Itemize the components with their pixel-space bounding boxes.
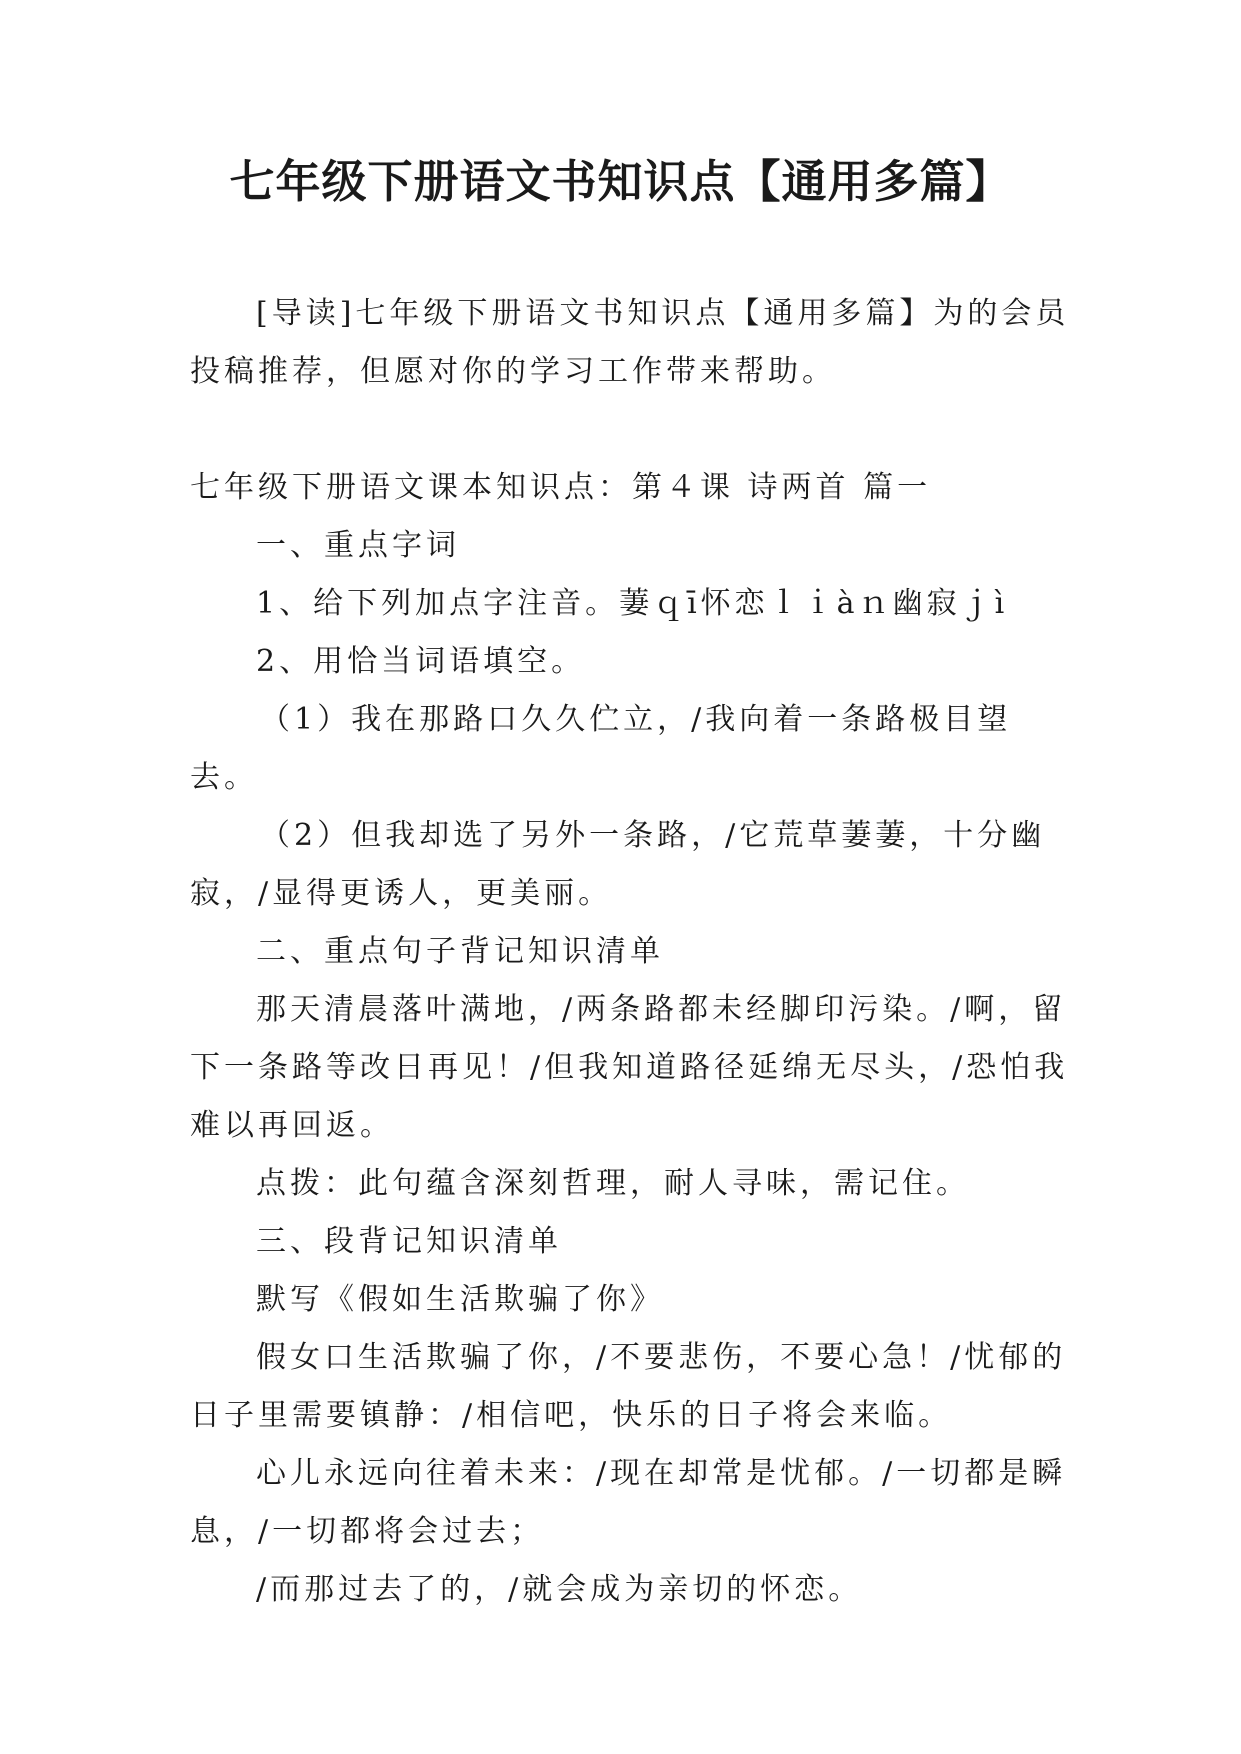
note-paragraph: 点拨：此句蕴含深刻哲理，耐人寻味，需记住。 (256, 1166, 970, 1201)
spacer (190, 401, 1070, 459)
document-body (190, 285, 1070, 1619)
poem-stanza-2: 心儿永远向往着未来：/现在却常是忧郁。/一切都是瞬息，/一切都将会过去； (190, 1456, 1067, 1549)
poem-stanza-3: /而那过去了的，/就会成为亲切的怀恋。 (256, 1572, 863, 1607)
section-heading: 七年级下册语文课本知识点：第４课 诗两首 篇一 (190, 470, 932, 505)
exercise-item-1: （1）我在那路口久久伫立，/我向着一条路极目望去。 (190, 702, 1012, 795)
intro-paragraph: [导读]七年级下册语文书知识点【通用多篇】为的会员投稿推荐，但愿对你的学习工作带来帮助。 (190, 296, 1070, 389)
document-title: 七年级下册语文书知识点【通用多篇】 (229, 155, 1012, 208)
heading-passages: 三、段背记知识清单 (256, 1224, 562, 1259)
exercise-pinyin: 1、给下列加点字注音。萋ｑī怀恋ｌｉàｎ幽寂ｊì (256, 586, 1009, 621)
exercise-item-2: （2）但我却选了另外一条路，/它荒草萋萋，十分幽寂，/显得更诱人，更美丽。 (190, 818, 1046, 911)
poem-stanza-1: 假女口生活欺骗了你，/不要悲伤，不要心急！/忧郁的日子里需要镇静：/相信吧，快乐的日子将会来临。 (190, 1340, 1067, 1433)
heading-key-words: 一、重点字词 (256, 528, 460, 563)
heading-key-sentences: 二、重点句子背记知识清单 (256, 934, 664, 969)
key-sentence-paragraph: 那天清晨落叶满地，/两条路都未经脚印污染。/啊，留下一条路等改日再见！/但我知道路径延绵无尽头，/恐怕我难以再回返。 (190, 992, 1069, 1143)
poem-title-line: 默写《假如生活欺骗了你》 (256, 1282, 664, 1317)
exercise-fill-blank: 2、用恰当词语填空。 (256, 644, 586, 679)
